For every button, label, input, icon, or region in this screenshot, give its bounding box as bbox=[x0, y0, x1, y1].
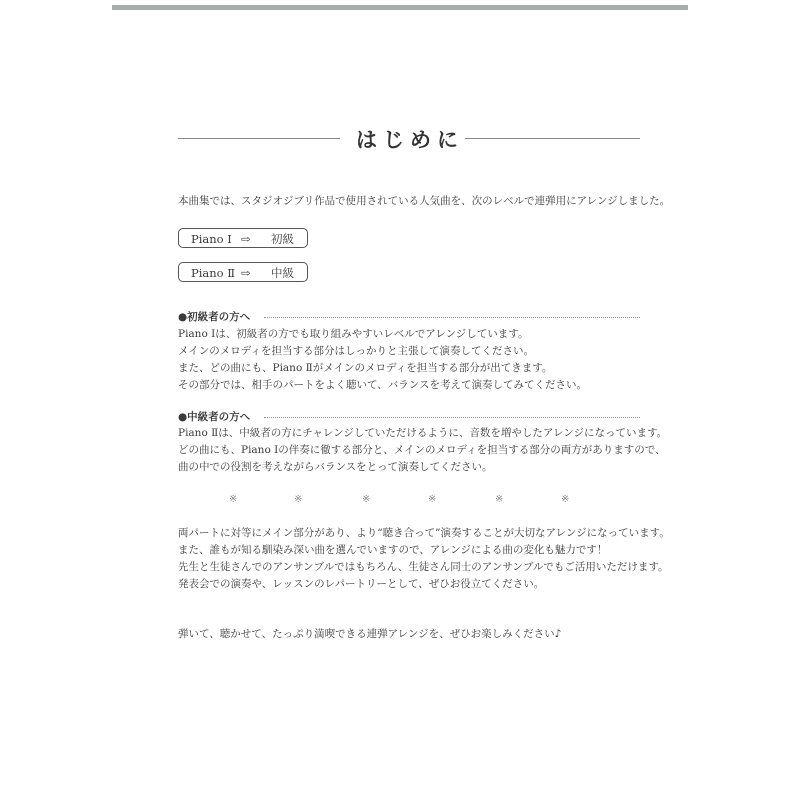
section-line: Piano Ⅱは、中級者の方にチャレンジしていただけるように、音数を増やしたアレンジになっています。 bbox=[178, 427, 668, 439]
dotted-leader bbox=[264, 317, 640, 318]
dotted-leader bbox=[264, 417, 640, 418]
separator-mark: ※ bbox=[294, 494, 303, 505]
level-part: Piano Ⅱ bbox=[191, 266, 236, 280]
section-heading-beginner bbox=[178, 309, 640, 323]
level-box-piano2 bbox=[178, 262, 308, 282]
level-box-piano1 bbox=[178, 228, 308, 248]
separator-mark: ※ bbox=[495, 494, 504, 505]
intro-text: 本曲集では、スタジオジブリ作品で使用されている人気曲を、次のレベルで連弾用にアレンジしました。 bbox=[178, 195, 671, 207]
section-line: また、どの曲にも、Piano Ⅱがメインのメロディを担当する部分が出てきます。 bbox=[178, 362, 553, 374]
section-line: Piano Ⅰは、初級者の方でも取り組みやすいレベルでアレンジしています。 bbox=[178, 328, 529, 340]
title-rule-right bbox=[465, 138, 640, 139]
section-heading-intermediate bbox=[178, 409, 640, 423]
top-border-bar bbox=[112, 5, 688, 10]
arrow-right-icon: ⇨ bbox=[241, 266, 251, 280]
closing-line: 両パートに対等にメイン部分があり、より“聴き合って”演奏することが大切なアレンジになっています。 bbox=[178, 527, 670, 539]
separator-mark: ※ bbox=[428, 494, 437, 505]
section-line: メインのメロディを担当する部分はしっかりと主張して演奏してください。 bbox=[178, 345, 534, 357]
page-title-row bbox=[178, 124, 640, 154]
closing-line: 発表会での演奏や、レッスンのレパートリーとして、ぜひお役立てください。 bbox=[178, 578, 545, 590]
separator-mark: ※ bbox=[362, 494, 371, 505]
title-rule-left bbox=[178, 138, 340, 139]
arrow-right-icon: ⇨ bbox=[241, 232, 251, 246]
closing-line: 先生と生徒さんでのアンサンブルではもちろん、生徒さん同士のアンサンブルでもご活用いただけます。 bbox=[178, 561, 669, 573]
section-heading-text: ●中級者の方へ bbox=[178, 411, 251, 423]
separator-mark: ※ bbox=[561, 494, 570, 505]
level-part: Piano Ⅰ bbox=[191, 232, 232, 246]
section-line: その部分では、相手のパートをよく聴いて、バランスを考えて演奏してみてください。 bbox=[178, 379, 587, 391]
page-title: はじめに bbox=[356, 128, 464, 152]
level-name: 初級 bbox=[271, 232, 294, 246]
separator-mark: ※ bbox=[229, 494, 238, 505]
section-line: 曲の中での役割を考えながらバランスをとって演奏してください。 bbox=[178, 461, 493, 473]
final-message: 弾いて、聴かせて、たっぷり満喫できる連弾アレンジを、ぜひお楽しみください♪ bbox=[178, 628, 562, 640]
closing-line: また、誰もが知る馴染み深い曲を選んでいますので、アレンジによる曲の変化も魅力です！ bbox=[178, 544, 608, 556]
section-line: どの曲にも、Piano Ⅰの伴奏に徹する部分と、メインのメロディを担当する部分の両方がありますので、 bbox=[178, 444, 666, 456]
level-name: 中級 bbox=[271, 266, 294, 280]
section-heading-text: ●初級者の方へ bbox=[178, 311, 251, 323]
